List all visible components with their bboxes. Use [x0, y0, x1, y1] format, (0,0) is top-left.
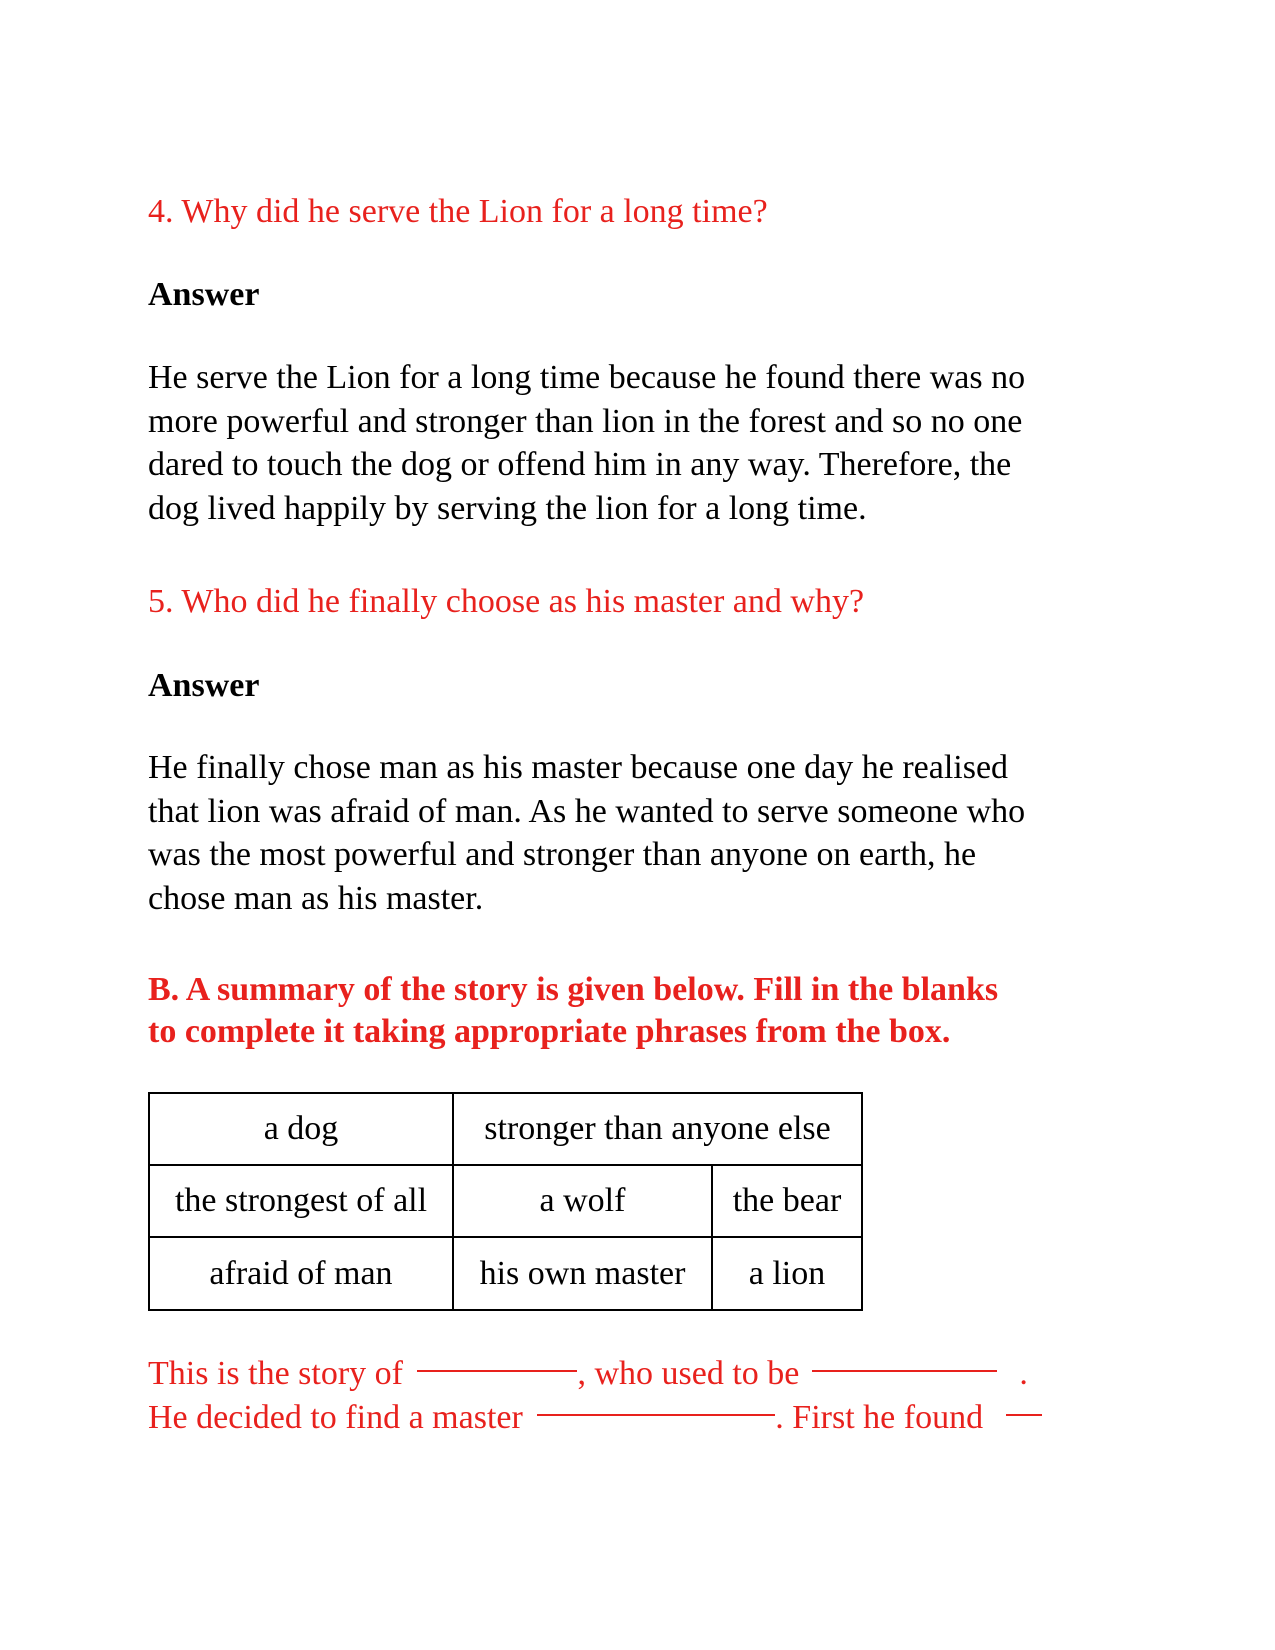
summary-fragment: This is the story of — [148, 1355, 403, 1392]
fill-blank-3[interactable] — [537, 1414, 775, 1416]
answer-4-line-1: He serve the Lion for a long time because he found there was no — [148, 359, 1026, 396]
phrase-cell: his own master — [454, 1238, 713, 1311]
phrase-cell: stronger than anyone else — [454, 1094, 863, 1166]
phrase-row — [150, 1094, 863, 1166]
answer-4-line-4: dog lived happily by serving the lion for a long time. — [148, 489, 867, 527]
answer-5-line-2: that lion was afraid of man. As he wanted to serve someone who — [148, 792, 1026, 830]
summary-text — [148, 1352, 1148, 1440]
answer-label-4: Answer — [148, 276, 260, 313]
answer-4-line-2: more powerful and stronger than lion in the forest and so no one — [148, 402, 1023, 440]
phrase-cell: a wolf — [454, 1166, 713, 1238]
fill-blank-2[interactable] — [812, 1370, 997, 1372]
question-4: 4. Why did he serve the Lion for a long time? — [148, 193, 768, 230]
fill-blank-1[interactable] — [417, 1370, 577, 1372]
phrase-cell: afraid of man — [150, 1238, 454, 1311]
answer-5-line-4: chose man as his master. — [148, 879, 484, 917]
phrase-cell: a dog — [150, 1094, 454, 1166]
summary-fragment: , who used to be — [577, 1355, 800, 1392]
summary-fragment: . First he found — [775, 1399, 984, 1436]
summary-line-1 — [148, 1352, 1148, 1396]
answer-paragraph-4 — [148, 356, 1128, 530]
phrase-cell: the strongest of all — [150, 1166, 454, 1238]
summary-fragment: He decided to find a master — [148, 1399, 523, 1436]
phrase-row — [150, 1238, 863, 1311]
answer-4-line-3: dared to touch the dog or offend him in any way. Therefore, the — [148, 446, 1012, 483]
instruction-line-1: B. A summary of the story is given below. Fill in the blanks — [148, 971, 999, 1008]
question-5: 5. Who did he finally choose as his master and why? — [148, 583, 865, 620]
phrase-box — [148, 1092, 863, 1311]
answer-5-line-1: He finally chose man as his master because one day he realised — [148, 749, 1009, 786]
fill-blank-4[interactable] — [1006, 1414, 1042, 1416]
phrase-cell: a lion — [713, 1238, 863, 1311]
section-b-instruction — [148, 969, 1148, 1053]
summary-line-2 — [148, 1396, 1148, 1440]
answer-label-5: Answer — [148, 667, 260, 704]
summary-fragment: . — [1019, 1355, 1028, 1392]
phrase-row — [150, 1166, 863, 1238]
answer-5-line-3: was the most powerful and stronger than anyone on earth, he — [148, 836, 977, 873]
phrase-cell: the bear — [713, 1166, 863, 1238]
answer-paragraph-5 — [148, 746, 1128, 920]
instruction-line-2: to complete it taking appropriate phrases from the box. — [148, 1013, 951, 1050]
